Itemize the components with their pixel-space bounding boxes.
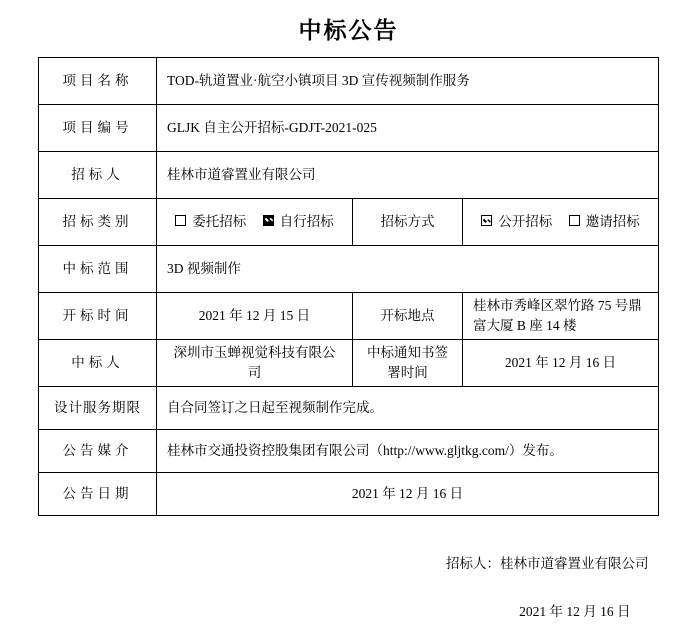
row-label-open-place: 开标地点	[352, 293, 462, 340]
signature-block	[39, 516, 659, 620]
table-row	[38, 473, 658, 516]
table-row	[38, 152, 658, 199]
checkbox-label: 委托招标	[192, 213, 247, 229]
checkbox-label: 公开招标	[498, 213, 553, 229]
row-label-project-name: 项目名称	[38, 58, 156, 105]
table-row	[38, 430, 658, 473]
checkbox-checked-icon[interactable]	[263, 215, 274, 226]
row-value-tenderer: 桂林市道睿置业有限公司	[156, 152, 658, 199]
checkbox-public-tender[interactable]	[481, 212, 552, 232]
row-label-tender-category: 招标类别	[38, 199, 156, 246]
tender-method-options	[462, 199, 658, 246]
row-value-winner: 深圳市玉蝉视觉科技有限公司	[156, 340, 352, 387]
checkbox-icon[interactable]	[569, 215, 580, 226]
row-value-service-period: 自合同签订之日起至视频制作完成。	[156, 387, 658, 430]
row-label-tenderer: 招标人	[38, 152, 156, 199]
signature-date: 2021 年 12 月 16 日	[519, 604, 631, 619]
row-label-media: 公告媒介	[38, 430, 156, 473]
row-label-winner: 中标人	[38, 340, 156, 387]
table-row	[38, 58, 658, 105]
table-row	[38, 105, 658, 152]
checkbox-checked-icon[interactable]	[481, 215, 492, 226]
checkbox-entrusted-tender[interactable]	[175, 212, 246, 232]
checkbox-invited-tender[interactable]	[569, 212, 640, 232]
row-label-notice-sign-time: 中标通知书签署时间	[352, 340, 462, 387]
row-label-open-time: 开标时间	[38, 293, 156, 340]
row-value-media: 桂林市交通投资控股集团有限公司（http://www.gljtkg.com/）发布。	[156, 430, 658, 473]
row-value-project-number: GLJK 自主公开招标-GDJT-2021-025	[156, 105, 658, 152]
table-row	[38, 246, 658, 293]
row-label-award-scope: 中标范围	[38, 246, 156, 293]
row-value-notice-sign-time: 2021 年 12 月 16 日	[462, 340, 658, 387]
checkbox-label: 自行招标	[279, 213, 334, 229]
announcement-table	[38, 57, 659, 516]
row-label-service-period: 设计服务期限	[38, 387, 156, 430]
row-label-tender-method: 招标方式	[352, 199, 462, 246]
row-value-announce-date: 2021 年 12 月 16 日	[156, 473, 658, 516]
tender-category-options	[156, 199, 352, 246]
checkbox-label: 邀请招标	[585, 213, 640, 229]
row-value-open-place: 桂林市秀峰区翠竹路 75 号鼎富大厦 B 座 14 楼	[462, 293, 658, 340]
row-value-open-time: 2021 年 12 月 15 日	[156, 293, 352, 340]
table-row	[38, 387, 658, 430]
table-row	[38, 199, 658, 246]
checkbox-self-tender[interactable]	[263, 212, 334, 232]
row-value-project-name: TOD-轨道置业·航空小镇项目 3D 宣传视频制作服务	[156, 58, 658, 105]
row-label-announce-date: 公告日期	[38, 473, 156, 516]
checkbox-icon[interactable]	[175, 215, 186, 226]
table-row	[38, 340, 658, 387]
row-value-award-scope: 3D 视频制作	[156, 246, 658, 293]
table-row	[38, 293, 658, 340]
row-label-project-number: 项目编号	[38, 105, 156, 152]
page-title: 中标公告	[298, 18, 399, 43]
signature-tenderer: 招标人：桂林市道睿置业有限公司	[446, 556, 649, 571]
